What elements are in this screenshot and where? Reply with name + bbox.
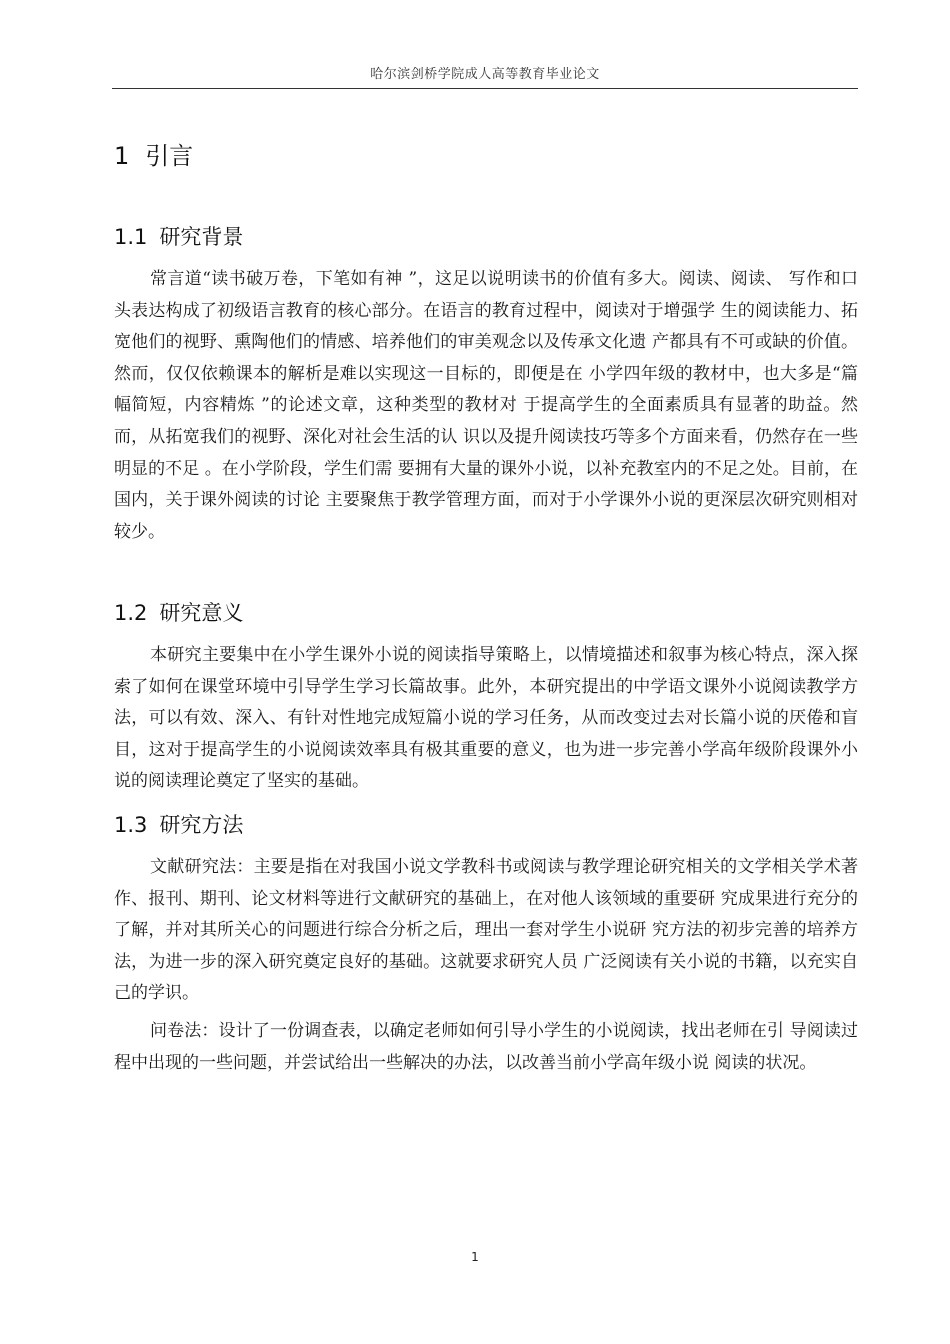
section-title: 研究背景 [159,225,244,249]
header-divider [112,88,858,89]
body-paragraph: 文献研究法：主要是指在对我国小说文学教科书或阅读与教学理论研究相关的文学相关学术著作、报刊、期刊、论文材料等进行文献研究的基础上，在对他人该领域的重要研 究成果进行充分的了解，并对其所关心的问题进行综合分析之后，理出一套对学生小说研 究方法的初步完善的培养方法，为进一步的深入研究奠定良好的基础。这就要求研究人员 广泛阅读有关小说的书籍，以充实自己的学识。 [114,857,858,1004]
body-paragraph: 问卷法：设计了一份调查表，以确定老师如何引导小学生的小说阅读，找出老师在引 导阅读过程中出现的一些问题，并尝试给出一些解决的办法，以改善当前小学高年级小说 阅读的状况。 [114,1021,858,1073]
section-title: 研究意义 [159,601,244,625]
section-title: 研究方法 [159,813,244,837]
chapter-number: 1 [114,142,130,170]
section-number: 1.1 [114,225,148,249]
section-heading-1-1 [114,222,243,252]
section-number: 1.3 [114,813,148,837]
section-heading-1-3 [114,810,243,840]
section-number: 1.2 [114,601,148,625]
page-number: 1 [471,1250,479,1264]
body-paragraph: 本研究主要集中在小学生课外小说的阅读指导策略上，以情境描述和叙事为核心特点，深入探索了如何在课堂环境中引导学生学习长篇故事。此外，本研究提出的中学语文课外小说阅读教学方法，可以有效、深入、有针对性地完成短篇小说的学习任务，从而改变过去对长篇小说的厌倦和盲目，这对于提高学生的小说阅读效率具有极其重要的意义，也为进一步完善小学高年级阶段课外小说的阅读理论奠定了坚实的基础。 [114,645,858,792]
body-paragraph: 常言道“读书破万卷，下笔如有神 ”，这足以说明读书的价值有多大。阅读、阅读、 写作和口头表达构成了初级语言教育的核心部分。在语言的教育过程中，阅读对于增强学 生的阅读能力、拓宽他们的视野、熏陶他们的情感、培养他们的审美观念以及传承文化遗 产都具有不可或缺的价值。然而，仅仅依赖课本的解析是难以实现这一目标的，即便是在 小学四年级的教材中，也大多是“篇幅简短，内容精炼 ”的论述文章，这种类型的教材对 于提高学生的全面素质具有显著的助益。然而，从拓宽我们的视野、深化对社会生活的认 识以及提升阅读技巧等多个方面来看，仍然存在一些明显的不足 。在小学阶段，学生们需 要拥有大量的课外小说，以补充教室内的不足之处。目前，在国内，关于课外阅读的讨论 主要聚焦于教学管理方面，而对于小学课外小说的更深层次研究则相对较少。 [114,269,858,542]
chapter-heading [114,140,193,172]
section-heading-1-2 [114,598,243,628]
chapter-title: 引言 [145,142,194,170]
running-header: 哈尔滨剑桥学院成人高等教育毕业论文 [370,67,600,82]
